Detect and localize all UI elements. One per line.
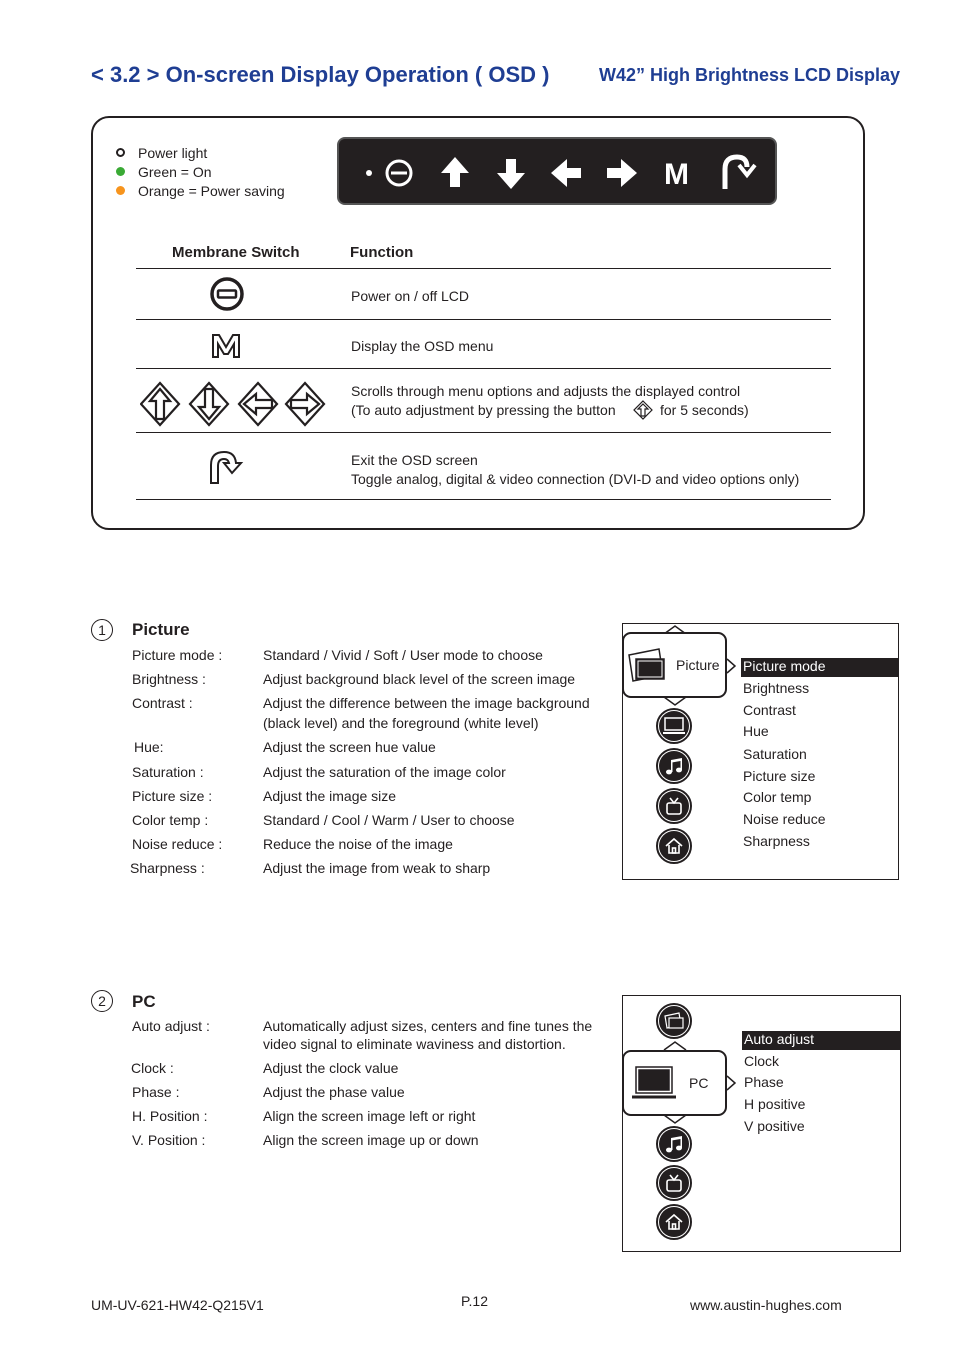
setting-label: Hue: <box>134 739 164 755</box>
setting-label: Clock : <box>131 1060 174 1076</box>
legend-label: Power light <box>138 144 208 161</box>
music-icon[interactable] <box>656 748 692 784</box>
power-icon <box>387 161 411 185</box>
page-number: P.12 <box>461 1293 488 1309</box>
section-title: Picture <box>132 620 190 639</box>
menu-option[interactable]: V positive <box>744 1118 805 1134</box>
arrow-keys-icon <box>140 381 328 432</box>
indicator-dot-icon <box>366 170 372 176</box>
left-arrow-icon <box>551 159 581 187</box>
setting-label: Picture size : <box>132 788 213 804</box>
legend-label: Orange = Power saving <box>138 182 285 199</box>
setting-desc: Adjust the difference between the image background <box>263 695 590 711</box>
setting-desc: Standard / Vivid / Soft / User mode to choose <box>263 647 543 663</box>
col-switch-header: Membrane Switch <box>172 244 300 261</box>
setting-label: Noise reduce : <box>132 836 223 852</box>
setting-desc: Adjust the screen hue value <box>263 739 436 755</box>
section-title: PC <box>132 992 156 1011</box>
picture-tab-label: Picture <box>676 657 720 673</box>
submenu-arrow-icon <box>726 1075 736 1091</box>
orange-dot-icon <box>116 186 125 195</box>
menu-option[interactable]: Phase <box>744 1074 784 1090</box>
setting-desc: Standard / Cool / Warm / User to choose <box>263 812 515 828</box>
menu-option[interactable]: Hue <box>743 723 769 739</box>
setting-label: H. Position : <box>132 1108 208 1124</box>
power-icon <box>209 276 245 317</box>
setting-desc: Adjust the phase value <box>263 1084 405 1100</box>
menu-icon <box>211 333 241 364</box>
setting-label: Picture mode : <box>132 647 223 663</box>
menu-option-selected[interactable]: Auto adjust <box>742 1031 900 1050</box>
menu-option[interactable]: Clock <box>744 1053 780 1069</box>
col-function-header: Function <box>350 244 414 261</box>
menu-option[interactable]: Noise reduce <box>743 811 826 827</box>
menu-option[interactable]: H positive <box>744 1096 806 1112</box>
exit-icon <box>208 449 244 490</box>
setting-label: Sharpness : <box>130 860 205 876</box>
setting-desc: (black level) and the foreground (white level) <box>263 715 539 731</box>
down-arrow-icon <box>497 159 525 189</box>
setting-desc: Automatically adjust sizes, centers and fine tunes the <box>263 1018 593 1034</box>
picture-icon[interactable] <box>656 1003 692 1039</box>
menu-option[interactable]: Contrast <box>743 702 796 718</box>
pc-tab-label: PC <box>689 1075 709 1091</box>
table-divider <box>136 499 831 500</box>
monitor-icon[interactable] <box>656 708 692 744</box>
legend-item <box>114 181 285 200</box>
setting-label: V. Position : <box>132 1132 206 1148</box>
setting-label: Phase : <box>132 1084 180 1100</box>
picture-icon <box>627 647 669 688</box>
setting-desc: Adjust the saturation of the image color <box>263 764 506 780</box>
function-text: Exit the OSD screen <box>351 452 478 468</box>
menu-icon: M <box>664 158 689 191</box>
laptop-icon <box>632 1065 678 1106</box>
home-icon[interactable] <box>656 1204 692 1240</box>
setting-desc: Align the screen image left or right <box>263 1108 476 1124</box>
function-text: (To auto adjustment by pressing the button <box>351 402 616 418</box>
function-text: for 5 seconds) <box>660 402 749 418</box>
submenu-arrow-icon <box>726 658 736 674</box>
setting-desc: video signal to eliminate waviness and distortion. <box>263 1036 566 1052</box>
right-arrow-icon <box>607 159 637 187</box>
setting-label: Brightness : <box>132 671 206 687</box>
green-dot-icon <box>116 167 125 176</box>
menu-option[interactable]: Saturation <box>743 746 807 762</box>
exit-icon <box>725 157 755 189</box>
setting-label: Contrast : <box>132 695 193 711</box>
setting-desc: Adjust background black level of the screen image <box>263 671 576 687</box>
menu-option-selected[interactable]: Picture mode <box>741 658 899 677</box>
power-light-icon <box>116 148 125 157</box>
table-divider <box>136 432 831 433</box>
home-icon[interactable] <box>656 828 692 864</box>
product-name: W42” High Brightness LCD Display <box>599 65 901 85</box>
legend-item <box>114 143 285 162</box>
membrane-keypad <box>337 137 777 205</box>
music-icon[interactable] <box>656 1126 692 1162</box>
setting-desc: Reduce the noise of the image <box>263 836 453 852</box>
scroll-down-icon <box>662 1114 688 1124</box>
function-text: Scrolls through menu options and adjusts the displayed control <box>351 383 741 399</box>
page-title: < 3.2 > On-screen Display Operation ( OSD ) <box>91 62 550 87</box>
function-text: Display the OSD menu <box>351 338 494 354</box>
section-number: 2 <box>91 990 113 1012</box>
tv-icon[interactable] <box>656 788 692 824</box>
function-text: Toggle analog, digital & video connection (DVI-D and video options only) <box>351 471 800 487</box>
setting-desc: Adjust the image from weak to sharp <box>263 860 491 876</box>
menu-option[interactable]: Color temp <box>743 789 812 805</box>
menu-option[interactable]: Brightness <box>743 680 810 696</box>
setting-label: Auto adjust : <box>132 1018 210 1034</box>
setting-label: Saturation : <box>132 764 204 780</box>
doc-code: UM-UV-621-HW42-Q215V1 <box>91 1297 264 1313</box>
table-divider <box>136 319 831 320</box>
table-divider <box>136 368 831 369</box>
setting-desc: Align the screen image up or down <box>263 1132 479 1148</box>
power-light-legend <box>114 143 285 200</box>
up-arrow-icon <box>441 157 469 187</box>
setting-desc: Adjust the clock value <box>263 1060 399 1076</box>
up-arrow-icon <box>633 400 653 425</box>
menu-option[interactable]: Sharpness <box>743 833 810 849</box>
tv-icon[interactable] <box>656 1165 692 1201</box>
legend-item <box>114 162 285 181</box>
setting-label: Color temp : <box>132 812 209 828</box>
menu-option[interactable]: Picture size <box>743 768 816 784</box>
website-link[interactable]: www.austin-hughes.com <box>690 1297 842 1313</box>
table-divider <box>136 268 831 269</box>
legend-label: Green = On <box>138 163 212 180</box>
scroll-down-icon <box>662 696 688 706</box>
function-text: Power on / off LCD <box>351 288 470 304</box>
section-number: 1 <box>91 619 113 641</box>
setting-desc: Adjust the image size <box>263 788 397 804</box>
